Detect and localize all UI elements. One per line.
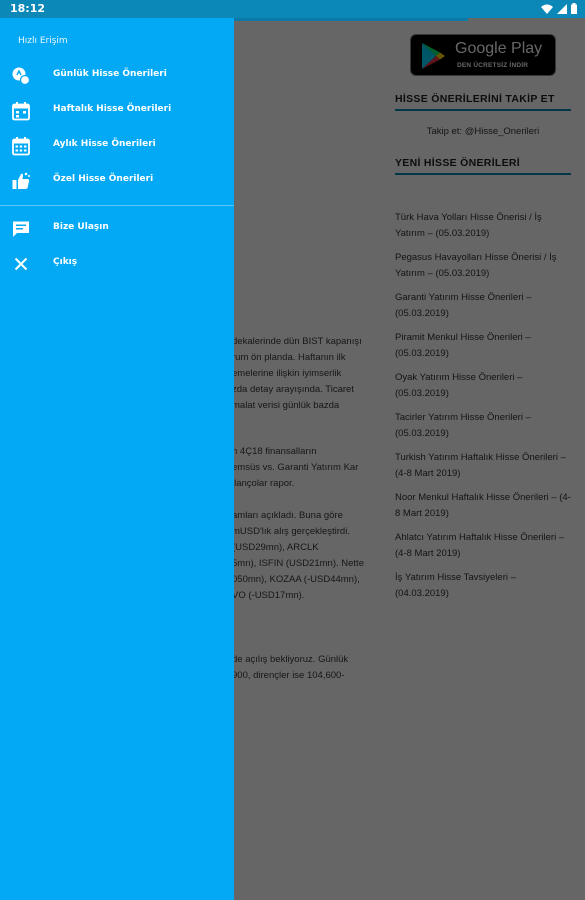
menu-item-contact[interactable] [0,211,234,246]
menu-item-label: Çıkış [53,257,78,267]
navigation-drawer [0,18,234,900]
menu-item-daily-picks[interactable] [0,58,234,93]
status-time: 18:12 [10,2,46,15]
menu-item-label: Bize Ulaşın [53,222,109,232]
message-icon [11,219,31,239]
menu-item-label: Günlük Hisse Önerileri [53,69,167,79]
thumbs-up-icon [11,171,31,191]
menu-item-monthly-picks[interactable] [0,128,234,163]
app-bar-edge [234,18,468,21]
drawer-header: Hızlı Erişim [18,36,68,46]
close-icon [11,254,31,274]
wifi-icon [541,4,553,14]
menu-item-label: Özel Hisse Önerileri [53,174,154,184]
status-icons [541,3,577,14]
menu-item-label: Aylık Hisse Önerileri [53,139,156,149]
daily-picks-icon [11,66,31,86]
status-bar [0,0,585,18]
menu-item-special-picks[interactable] [0,163,234,198]
battery-icon [571,3,577,14]
menu-item-weekly-picks[interactable] [0,93,234,128]
signal-icon [557,4,567,14]
drawer-divider [0,205,234,206]
monthly-calendar-icon [11,136,31,156]
menu-item-label: Haftalık Hisse Önerileri [53,104,172,114]
weekly-calendar-icon [11,101,31,121]
menu-item-exit[interactable] [0,246,234,281]
